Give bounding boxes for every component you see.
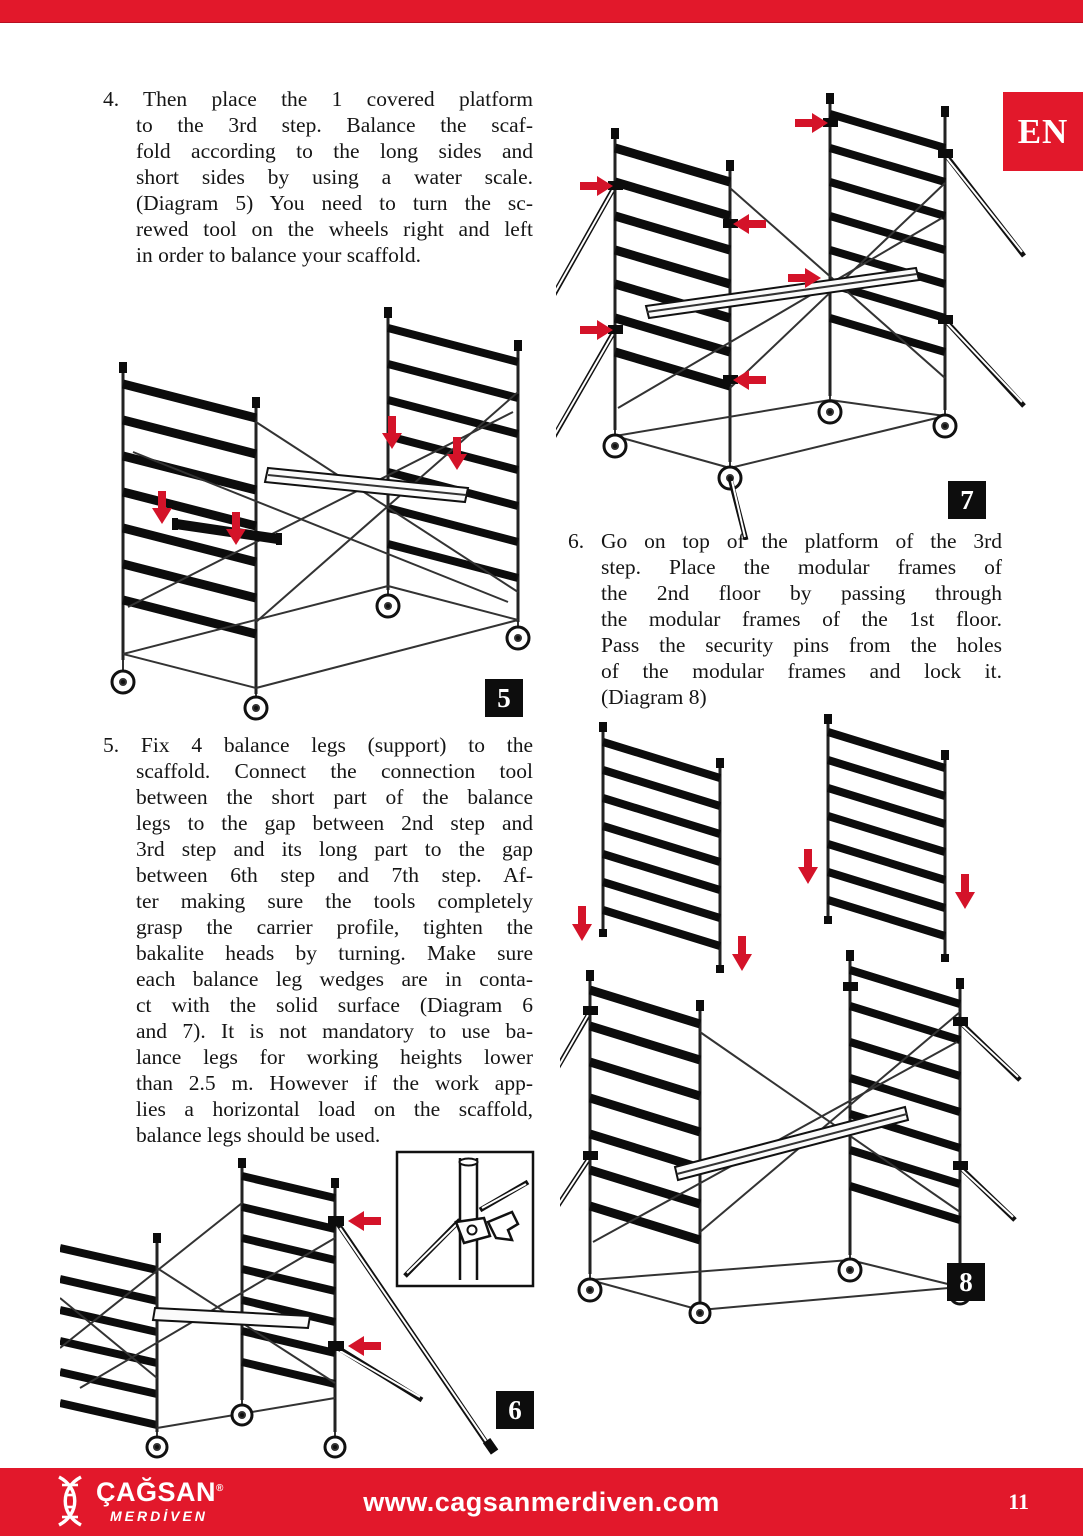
- red-arrow-icon: [733, 370, 766, 390]
- text-line: and 7). It is not mandatory to use ba-: [136, 1019, 533, 1043]
- language-tab-label: EN: [1017, 111, 1069, 151]
- diagram-6-label: 6: [496, 1391, 534, 1429]
- text-line: Pass the security pins from the holes: [601, 633, 1002, 657]
- instruction-step-6: [568, 528, 1002, 710]
- brand-logo: [52, 1475, 224, 1527]
- text-line: (Diagram 5) You need to turn the sc-: [136, 191, 533, 215]
- text-line: lies a horizontal load on the scaffold,: [136, 1097, 533, 1121]
- red-arrow-icon: [733, 214, 766, 234]
- text-line: than 2.5 m. However if the work app-: [136, 1071, 533, 1095]
- top-red-bar: [0, 0, 1083, 23]
- instruction-step-4: [103, 86, 533, 268]
- red-arrow-icon: [580, 176, 613, 196]
- text-line: of the modular frames and lock it.: [601, 659, 1002, 683]
- red-arrow-icon: [798, 849, 818, 884]
- diagram-7-label: 7: [948, 481, 986, 519]
- diagram-6-balance-leg-illustration: [60, 1148, 565, 1466]
- red-arrow-icon: [955, 874, 975, 909]
- text-line: legs to the gap between 2nd step and: [136, 811, 533, 835]
- text-line: 6. Go on top of the platform of the 3rd: [568, 529, 1002, 553]
- diagram-8-label: 8: [947, 1263, 985, 1301]
- text-line: 5. Fix 4 balance legs (support) to the: [103, 733, 533, 757]
- text-line: scaffold. Connect the connection tool: [136, 759, 533, 783]
- red-arrow-icon: [382, 416, 402, 449]
- diagram-7-scaffold-illustration: [556, 88, 1026, 540]
- diagram-5-scaffold-illustration: [88, 292, 548, 722]
- red-arrow-icon: [795, 113, 828, 133]
- text-line: lance legs for working heights lower: [136, 1045, 533, 1069]
- text-line: (Diagram 8): [601, 685, 707, 709]
- diagram-5-label: 5: [485, 679, 523, 717]
- brand-subtitle: MERDİVEN: [110, 1508, 208, 1524]
- text-line: the modular frames of the 1st floor.: [601, 607, 1002, 631]
- text-line: 3rd step and its long part to the gap: [136, 837, 533, 861]
- text-line: grasp the carrier profile, tighten the: [136, 915, 533, 939]
- text-line: ter making sure the tools completely: [136, 889, 533, 913]
- text-line: balance legs should be used.: [136, 1123, 381, 1147]
- red-arrow-icon: [348, 1336, 381, 1356]
- text-line: the 2nd floor by passing through: [601, 581, 1002, 605]
- text-line: ct with the solid surface (Diagram 6: [136, 993, 533, 1017]
- page-number: 11: [1008, 1489, 1029, 1514]
- text-line: short sides by using a water scale.: [136, 165, 533, 189]
- text-line: step. Place the modular frames of: [601, 555, 1002, 579]
- red-arrow-icon: [348, 1211, 381, 1231]
- red-arrow-icon: [580, 320, 613, 340]
- text-line: between the short part of the balance: [136, 785, 533, 809]
- text-line: rewed tool on the wheels right and left: [136, 217, 533, 241]
- instruction-step-5: [103, 732, 533, 1148]
- clamp-detail-inset: [397, 1152, 533, 1286]
- text-line: fold according to the long sides and: [136, 139, 533, 163]
- text-line: each balance leg wedges are in conta-: [136, 967, 533, 991]
- footer-bar: [0, 1468, 1083, 1536]
- text-line: between 6th step and 7th step. Af-: [136, 863, 533, 887]
- diagram-8-modular-frames-illustration: [560, 712, 1083, 1324]
- registered-mark: ®: [216, 1483, 224, 1494]
- red-arrow-icon: [572, 906, 592, 941]
- text-line: to the 3rd step. Balance the scaf-: [136, 113, 533, 137]
- text-line: bakalite heads by turning. Make sure: [136, 941, 533, 965]
- website-url: www.cagsanmerdiven.com: [363, 1486, 720, 1517]
- text-line: in order to balance your scaffold.: [136, 243, 421, 267]
- red-arrow-icon: [732, 936, 752, 971]
- dna-ladder-logo-icon: [52, 1475, 88, 1527]
- brand-name: ÇAĞSAN®: [96, 1477, 224, 1507]
- text-line: 4. Then place the 1 covered platform: [103, 87, 533, 111]
